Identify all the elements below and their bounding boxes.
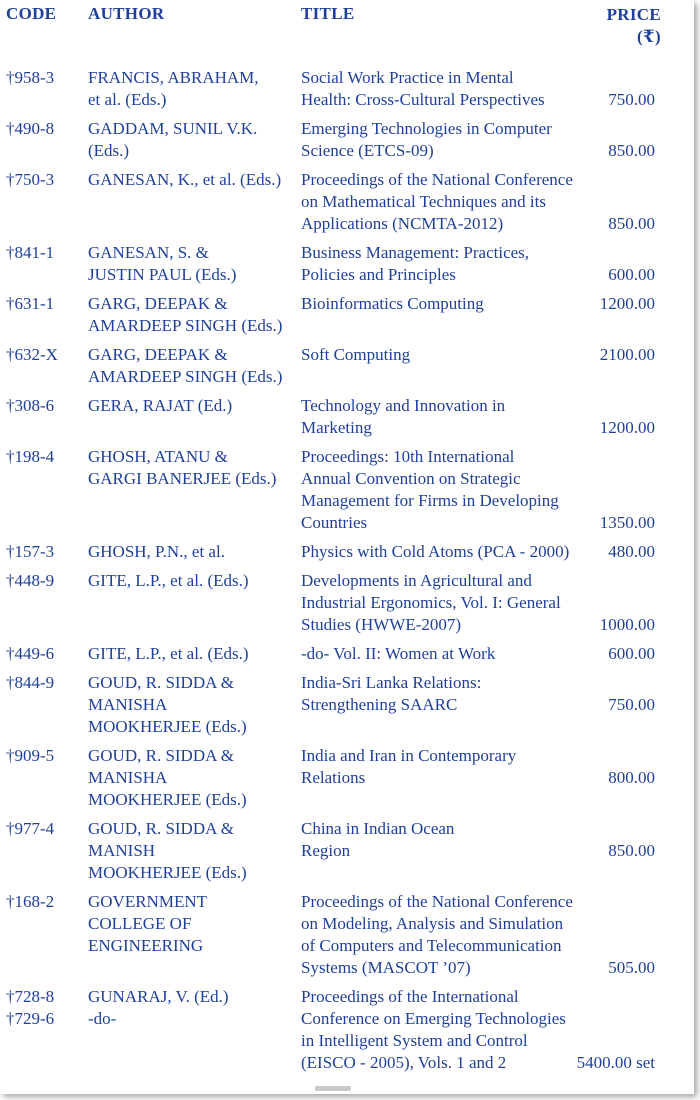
book-author: GOVERNMENT COLLEGE OF ENGINEERING	[88, 892, 207, 955]
book-entry	[0, 293, 694, 344]
header-price-currency: (₹)	[636, 27, 661, 46]
book-price: 2100.00	[599, 345, 655, 364]
book-entry	[0, 446, 694, 541]
book-author: GITE, L.P., et al. (Eds.)	[88, 571, 249, 590]
book-price: 850.00	[608, 841, 655, 860]
book-price: 600.00	[608, 265, 655, 284]
book-price: 850.00	[608, 214, 655, 233]
book-title: Proceedings of the National Conference on Modeling, Analysis and Simulation of Computers and Telecommunication Systems (MASCOT ’07)	[301, 892, 573, 977]
book-entry	[0, 242, 694, 293]
book-price: 850.00	[608, 141, 655, 160]
book-price: 1200.00	[599, 418, 655, 437]
book-author: GADDAM, SUNIL V.K. (Eds.)	[88, 119, 258, 160]
book-price: 750.00	[608, 695, 655, 714]
book-code: †958-3	[6, 68, 55, 87]
header-price	[607, 4, 661, 48]
book-price: 505.00	[608, 958, 655, 977]
book-code: †977-4	[6, 819, 55, 838]
book-title: China in Indian Ocean Region	[301, 819, 455, 860]
book-title: Proceedings of the National Conference on Mathematical Techniques and its Applications (NCMTA-2012)	[301, 170, 573, 233]
book-price: 800.00	[608, 768, 655, 787]
book-entry	[0, 541, 694, 570]
book-author: GARG, DEEPAK & AMARDEEP SINGH (Eds.)	[88, 294, 283, 335]
book-code: †157-3	[6, 542, 55, 561]
book-author: GARG, DEEPAK & AMARDEEP SINGH (Eds.)	[88, 345, 283, 386]
book-list	[0, 67, 694, 1081]
book-code: †448-9	[6, 571, 55, 590]
book-code: †449-6	[6, 644, 55, 663]
book-title: Business Management: Practices, Policies and Principles	[301, 243, 530, 284]
book-price: 600.00	[608, 644, 655, 663]
book-entry	[0, 344, 694, 395]
book-code: †490-8	[6, 119, 55, 138]
book-author: FRANCIS, ABRAHAM, et al. (Eds.)	[88, 68, 259, 109]
column-header	[0, 4, 694, 50]
book-title: Proceedings: 10th International Annual Convention on Strategic Management for Firms in Developing Countries	[301, 447, 559, 532]
book-code: †750-3	[6, 170, 55, 189]
book-price: 1200.00	[599, 294, 655, 313]
page-footer-mark	[315, 1086, 351, 1091]
book-code: †909-5	[6, 746, 55, 765]
book-author: GITE, L.P., et al. (Eds.)	[88, 644, 249, 663]
book-entry	[0, 891, 694, 986]
book-entry	[0, 818, 694, 891]
book-entry	[0, 986, 694, 1081]
book-price: 5400.00 set	[576, 1053, 655, 1072]
book-code: †168-2	[6, 892, 55, 911]
book-title: Technology and Innovation in Marketing	[301, 396, 506, 437]
book-author: GANESAN, K., et al. (Eds.)	[88, 170, 282, 189]
book-author: GUNARAJ, V. (Ed.) -do-	[88, 987, 229, 1028]
book-code: †631-1	[6, 294, 55, 313]
book-author: GOUD, R. SIDDA & MANISHA MOOKHERJEE (Eds.)	[88, 746, 247, 809]
book-entry	[0, 570, 694, 643]
header-price-label: PRICE	[606, 5, 661, 24]
book-entry	[0, 672, 694, 745]
book-title: Emerging Technologies in Computer Science (ETCS-09)	[301, 119, 552, 160]
book-title: Proceedings of the International Conference on Emerging Technologies in Intelligent System and Control (EISCO - 2005), Vols. 1 and 2	[301, 987, 566, 1072]
book-author: GHOSH, P.N., et al.	[88, 542, 225, 561]
book-code: †632-X	[6, 345, 58, 364]
book-price: 480.00	[608, 542, 655, 561]
book-price: 750.00	[608, 90, 655, 109]
book-title: -do- Vol. II: Women at Work	[301, 644, 496, 663]
book-entry	[0, 643, 694, 672]
book-entry	[0, 395, 694, 446]
book-title: Physics with Cold Atoms (PCA - 2000)	[301, 542, 570, 561]
book-code: †728-8 †729-6	[6, 987, 55, 1028]
book-author: GANESAN, S. & JUSTIN PAUL (Eds.)	[88, 243, 237, 284]
book-author: GHOSH, ATANU & GARGI BANERJEE (Eds.)	[88, 447, 277, 488]
book-author: GOUD, R. SIDDA & MANISHA MOOKHERJEE (Eds.)	[88, 673, 247, 736]
book-price: 1000.00	[599, 615, 655, 634]
header-code: CODE	[6, 4, 57, 23]
book-code: †841-1	[6, 243, 55, 262]
book-author: GOUD, R. SIDDA & MANISH MOOKHERJEE (Eds.)	[88, 819, 247, 882]
book-entry	[0, 169, 694, 242]
book-author: GERA, RAJAT (Ed.)	[88, 396, 233, 415]
book-title: India and Iran in Contemporary Relations	[301, 746, 517, 787]
book-entry	[0, 118, 694, 169]
book-title: Soft Computing	[301, 345, 411, 364]
book-title: Developments in Agricultural and Industrial Ergonomics, Vol. I: General Studies (HWWE-2007)	[301, 571, 561, 634]
book-title: Social Work Practice in Mental Health: Cross-Cultural Perspectives	[301, 68, 545, 109]
header-title: TITLE	[301, 4, 355, 23]
book-code: †198-4	[6, 447, 55, 466]
book-title: India-Sri Lanka Relations: Strengthening SAARC	[301, 673, 482, 714]
book-price: 1350.00	[599, 513, 655, 532]
book-code: †844-9	[6, 673, 55, 692]
book-code: †308-6	[6, 396, 55, 415]
book-entry	[0, 745, 694, 818]
header-author: AUTHOR	[88, 4, 165, 23]
book-title: Bioinformatics Computing	[301, 294, 484, 313]
book-entry	[0, 67, 694, 118]
